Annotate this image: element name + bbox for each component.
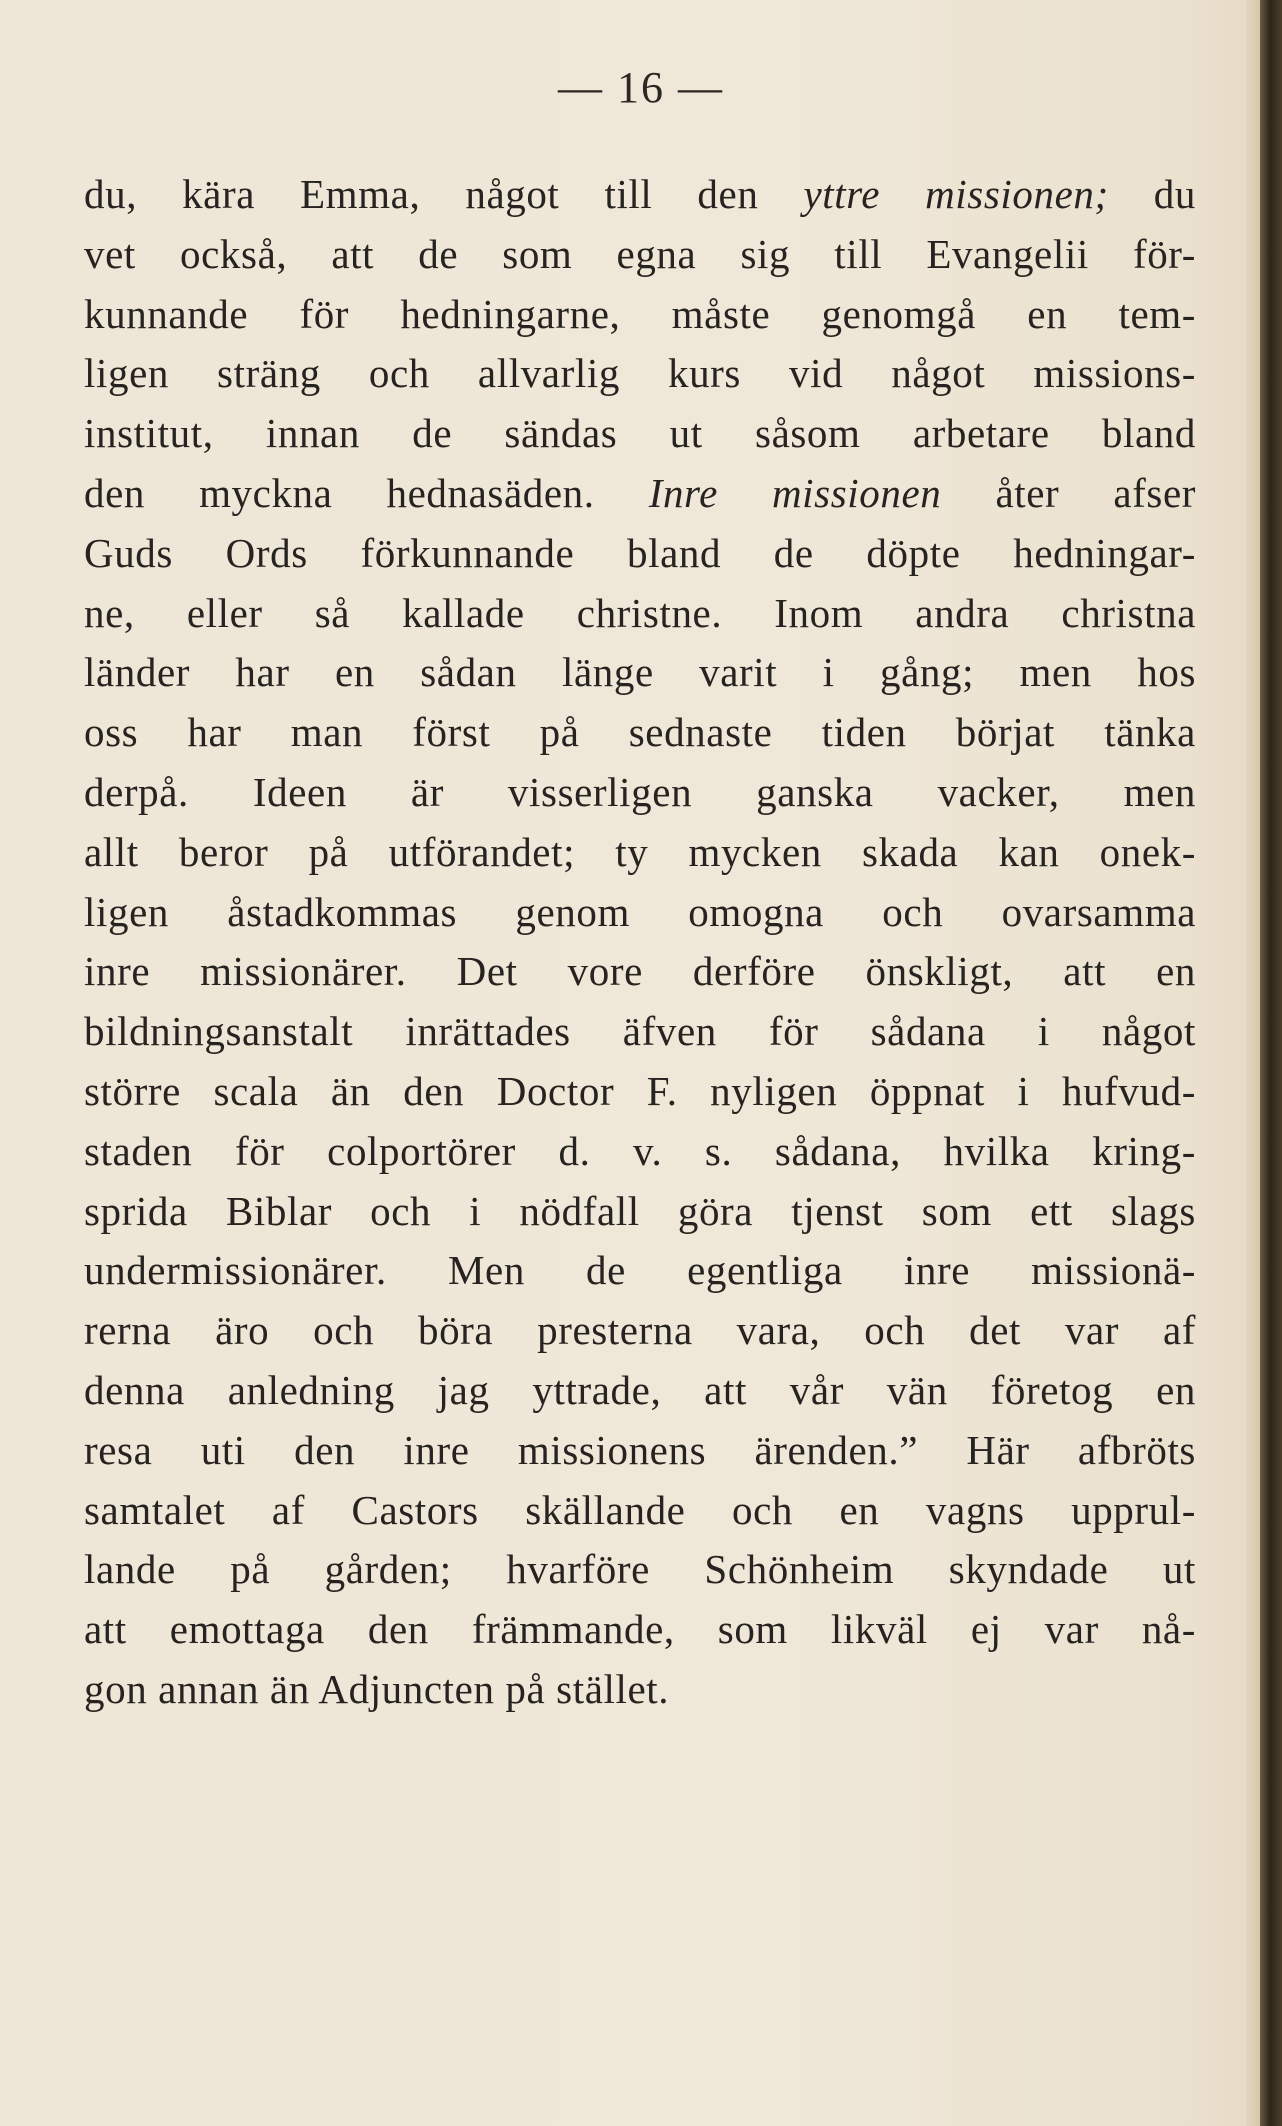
text-line-18: sprida Biblar och i nödfall göra tjenst som ett slags — [84, 1187, 1196, 1234]
text-line-20: rerna äro och böra presterna vara, och det var af — [84, 1307, 1196, 1354]
text-line-2: vet också, att de som egna sig till Evangelii för- — [84, 230, 1196, 277]
text-line-12: allt beror på utförandet; ty mycken skada kan onek- — [84, 828, 1196, 875]
text-line-4: ligen sträng och allvarlig kurs vid något missions- — [84, 350, 1196, 397]
page-edge-shadow — [1246, 0, 1260, 2126]
text-line-8: ne, eller så kallade christne. Inom andra christna — [84, 589, 1196, 636]
text-line-13: ligen åstadkommas genom omogna och ovarsamma — [84, 888, 1196, 935]
text-line-10: oss har man först på sednaste tiden börjat tänka — [84, 709, 1196, 756]
text-line-25: att emottaga den främmande, som likväl ej var nå- — [84, 1606, 1196, 1653]
text-line-16: större scala än den Doctor F. nyligen öppnat i hufvud- — [84, 1067, 1196, 1114]
text-line-5: institut, innan de sändas ut såsom arbetare bland — [84, 410, 1196, 457]
text-line-1: du, kära Emma, något till den yttre missionen; du — [84, 171, 1196, 217]
text-line-9: länder har en sådan länge varit i gång; men hos — [84, 649, 1196, 696]
text-line-7: Guds Ords förkunnande bland de döpte hedningar- — [84, 529, 1196, 576]
text-line-3: kunnande för hedningarne, måste genomgå en tem- — [84, 290, 1196, 337]
text-line-11: derpå. Ideen är visserligen ganska vacker, men — [84, 768, 1196, 815]
text-line-19: undermissionärer. Men de egentliga inre missionä- — [84, 1247, 1196, 1294]
text-line-14: inre missionärer. Det vore derföre önskligt, att en — [84, 948, 1196, 995]
book-binding-edge — [1260, 0, 1282, 2126]
text-line-26: gon annan än Adjuncten på stället. — [84, 1665, 670, 1712]
text-line-21: denna anledning jag yttrade, att vår vän företog en — [84, 1366, 1196, 1413]
text-line-24: lande på gården; hvarföre Schönheim skyndade ut — [84, 1546, 1196, 1593]
text-line-22: resa uti den inre missionens ärenden.” Här afbröts — [84, 1426, 1196, 1473]
text-line-23: samtalet af Castors skällande och en vagns upprul- — [84, 1486, 1196, 1533]
text-line-15: bildningsanstalt inrättades äfven för sådana i något — [84, 1008, 1196, 1055]
page-number: — 16 — — [558, 63, 724, 112]
text-line-17: staden för colportörer d. v. s. sådana, hvilka kring- — [84, 1127, 1196, 1174]
body-text — [84, 165, 1196, 1720]
text-line-6: den myckna hednasäden. Inre missionen åter afser — [84, 469, 1197, 516]
